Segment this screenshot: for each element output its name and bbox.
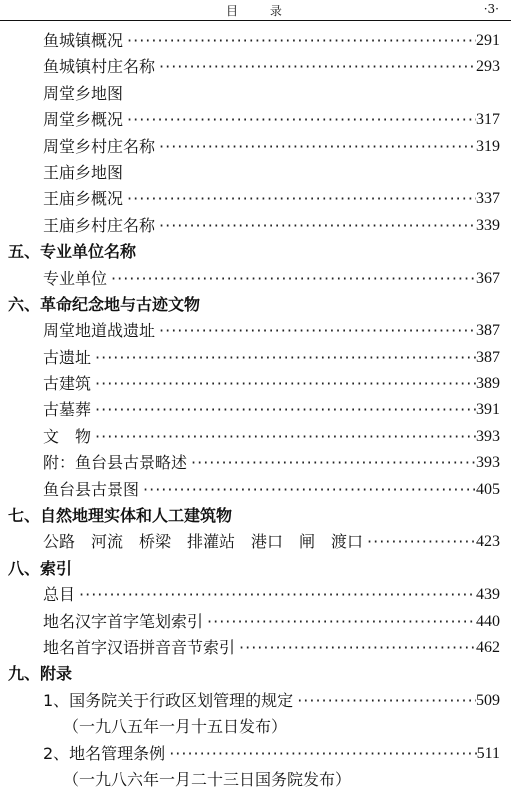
- toc-entry: [0, 635, 511, 661]
- toc-entry: [0, 160, 511, 186]
- toc-entry: [0, 529, 511, 555]
- dot-leader: [91, 424, 476, 450]
- toc-entry: [0, 345, 511, 371]
- toc-entry: [0, 28, 511, 54]
- dot-leader: [165, 741, 476, 767]
- toc-entry-page: 319: [476, 137, 500, 155]
- toc-entry: [0, 54, 511, 80]
- toc-section-heading: 九、附录: [8, 664, 73, 684]
- toc-entry-page: 293: [476, 58, 500, 76]
- toc-entry-page: 391: [476, 401, 500, 419]
- toc-entry: [0, 450, 511, 476]
- dot-leader: [91, 345, 476, 371]
- toc-entry-page: 317: [476, 111, 500, 129]
- toc-entry-label: 地名汉字首字笔划索引: [43, 611, 204, 631]
- toc-section-heading: 五、专业单位名称: [8, 242, 137, 262]
- dot-leader: [187, 450, 476, 476]
- toc-section-heading: 六、革命纪念地与古迹文物: [8, 294, 201, 314]
- dot-leader: [203, 609, 476, 635]
- toc-entry-note: （一九八六年一月二十三日国务院发布）: [63, 769, 352, 789]
- toc-entry-page: 393: [476, 427, 500, 445]
- header-title: 目 录: [226, 4, 296, 18]
- toc-entry: [0, 81, 511, 107]
- toc-entry-page: 387: [476, 348, 500, 366]
- toc-entry-label: 文 物: [43, 426, 92, 446]
- toc-entry-label: 周堂乡概况: [43, 110, 124, 130]
- dot-leader: [235, 635, 476, 661]
- toc-entry-page: 439: [476, 586, 500, 604]
- dot-leader: [91, 371, 476, 397]
- dot-leader: [123, 28, 476, 54]
- toc-entry: [0, 266, 511, 292]
- header-page-number: ·3·: [483, 2, 499, 16]
- toc-entry-page: 367: [476, 269, 500, 287]
- dot-leader: [107, 266, 476, 292]
- toc-entry: [0, 318, 511, 344]
- dot-leader: [293, 688, 476, 714]
- toc-entry-page: 511: [476, 744, 500, 762]
- toc-entry: [0, 371, 511, 397]
- toc-entry-label: 古墓葬: [43, 400, 92, 420]
- toc-entry-label: 总目: [43, 585, 76, 605]
- toc-entry-label: 王庙乡概况: [43, 189, 124, 209]
- toc-entry-label: 王庙乡地图: [43, 162, 124, 182]
- toc-entry-page: 462: [476, 638, 500, 656]
- toc-entry: [0, 107, 511, 133]
- dot-leader: [155, 54, 476, 80]
- toc-entry-page: 405: [476, 480, 500, 498]
- toc-entry-label: 鱼城镇村庄名称: [43, 57, 156, 77]
- dot-leader: [91, 397, 476, 423]
- dot-leader: [123, 186, 476, 212]
- toc-entry: [0, 477, 511, 503]
- dot-leader: [155, 318, 476, 344]
- page-header: [0, 0, 511, 24]
- toc-entry: [0, 213, 511, 239]
- toc-entry-label: 古建筑: [43, 374, 92, 394]
- dot-leader: [155, 134, 476, 160]
- toc-section-heading: 七、自然地理实体和人工建筑物: [8, 506, 233, 526]
- toc-entry: [0, 741, 511, 767]
- toc-entry: [0, 688, 511, 714]
- toc-entry: [0, 609, 511, 635]
- dot-leader: [363, 529, 476, 555]
- toc-entry-label: 地名首字汉语拼音音节索引: [43, 637, 236, 657]
- toc-entry-page: 389: [476, 375, 500, 393]
- toc-entry-label: 周堂地道战遗址: [43, 321, 156, 341]
- toc-entry-page: 337: [476, 190, 500, 208]
- toc-entry-label: 古遗址: [43, 347, 92, 367]
- toc-entry-label: 鱼城镇概况: [43, 31, 124, 50]
- toc-entry-label: 公路 河流 桥梁 排灌站 港口 闸 渡口: [43, 532, 364, 552]
- toc-entry-label: 附：鱼台县古景略述: [43, 453, 188, 473]
- toc-entry-label: 周堂乡地图: [43, 83, 124, 103]
- dot-leader: [155, 213, 476, 239]
- toc-entry-note: （一九八五年一月十五日发布）: [63, 717, 288, 737]
- toc-entry: [0, 424, 511, 450]
- toc-entry-page: 440: [476, 612, 500, 630]
- toc-entry-page: 393: [476, 454, 500, 472]
- dot-leader: [139, 477, 476, 503]
- toc-entry-page: 339: [476, 216, 500, 234]
- toc-entry: [0, 134, 511, 160]
- toc-entry-label: 王庙乡村庄名称: [43, 215, 156, 235]
- toc-entry: [0, 397, 511, 423]
- toc-section-heading: 八、索引: [8, 558, 73, 578]
- toc-entry-label: 2、地名管理条例: [43, 743, 166, 763]
- table-of-contents: [0, 28, 511, 793]
- header-rule: [0, 20, 511, 21]
- toc-entry: [0, 582, 511, 608]
- toc-entry-page: 423: [476, 533, 500, 551]
- toc-entry-label: 周堂乡村庄名称: [43, 136, 156, 156]
- toc-entry: [0, 186, 511, 212]
- toc-entry-label: 专业单位: [43, 268, 108, 288]
- toc-entry-page: 509: [476, 691, 500, 709]
- toc-entry-label: 1、国务院关于行政区划管理的规定: [43, 690, 294, 710]
- toc-entry-label: 鱼台县古景图: [43, 479, 140, 499]
- toc-entry-page: 291: [476, 32, 500, 49]
- toc-entry-page: 387: [476, 322, 500, 340]
- dot-leader: [123, 107, 476, 133]
- dot-leader: [75, 582, 476, 608]
